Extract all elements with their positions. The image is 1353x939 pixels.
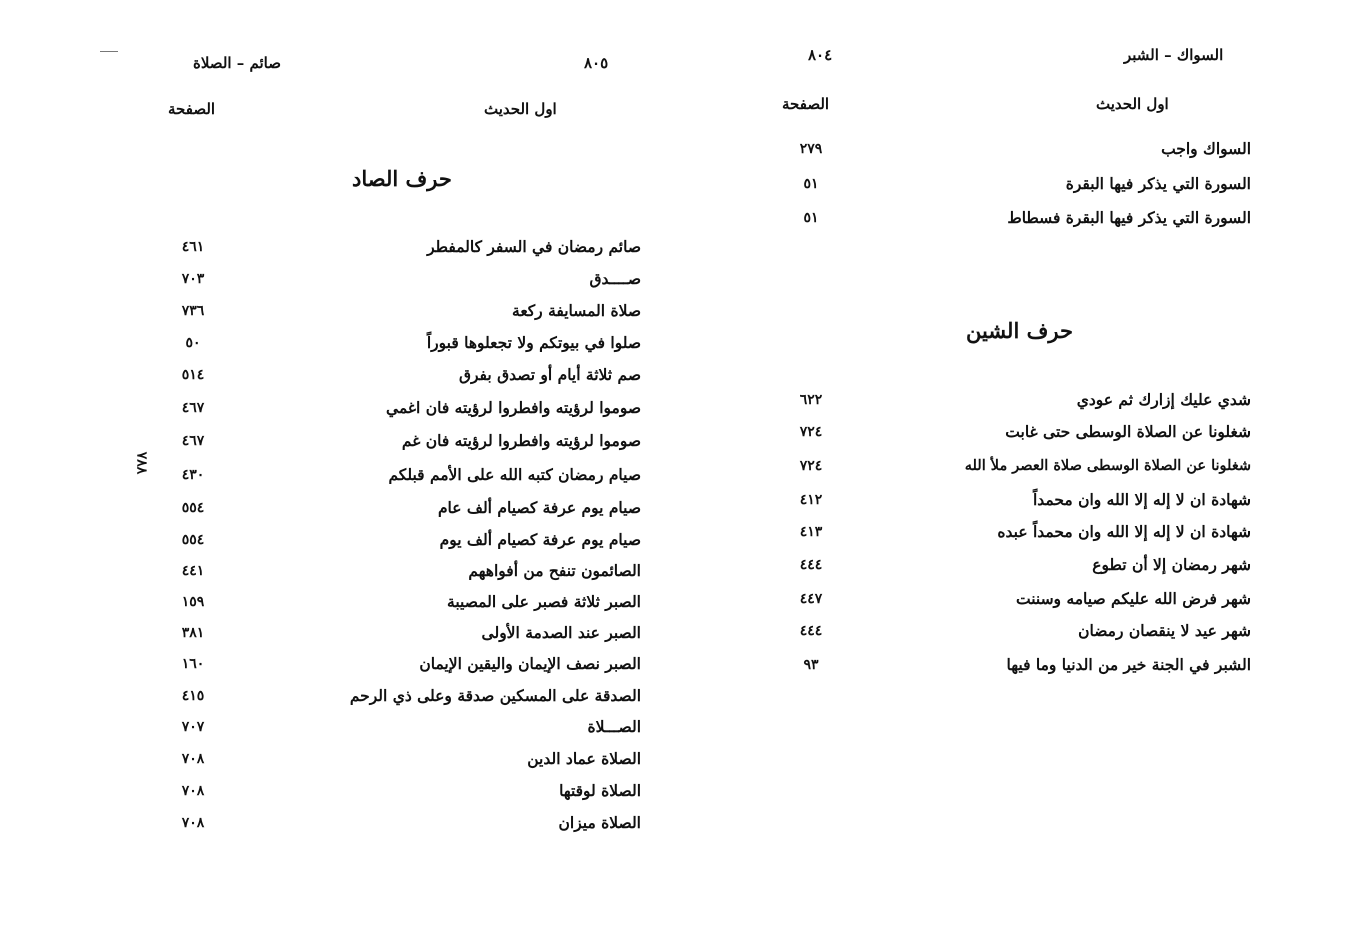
page-number: ٨٠٤: [808, 46, 833, 64]
entry-text: صائم رمضان في السفر كالمفطر: [427, 237, 641, 256]
page-number: ٨٠٥: [584, 54, 609, 72]
entry-text: الصدقة على المسكين صدقة وعلى ذي الرحم: [349, 686, 641, 705]
list-item: [160, 363, 641, 387]
running-title: صائم – الصلاة: [193, 54, 281, 72]
entry-text: السورة التي يذكر فيها البقرة فسطاط: [1007, 208, 1251, 227]
list-item: [786, 653, 1251, 677]
entry-text: شهر فرض الله عليكم صيامه وسننت: [1016, 589, 1251, 608]
entry-text: الصـــلاة: [587, 717, 641, 736]
list-item: [160, 779, 641, 803]
entry-page: ٧٣٦: [181, 303, 205, 319]
list-item: [160, 235, 641, 259]
list-item: [786, 454, 1251, 478]
entry-page: ٤٦١: [181, 239, 205, 255]
entry-page: ٤٤١: [181, 563, 205, 579]
list-item: [160, 811, 641, 835]
entry-text: الشبر في الجنة خير من الدنيا وما فيها: [1006, 655, 1251, 674]
entry-text: صــــدق: [589, 269, 641, 288]
entry-page: ٤١٥: [181, 688, 205, 704]
list-item: [786, 619, 1251, 643]
column-header-hadith: اول الحديث: [484, 100, 557, 118]
entry-page: ٤٦٧: [181, 400, 205, 416]
entry-page: ٧٢٤: [799, 458, 823, 474]
entry-page: ٤٦٧: [181, 433, 205, 449]
list-item: [160, 429, 641, 453]
entry-text: الصلاة عماد الدين: [527, 749, 641, 768]
entry-page: ٥١: [803, 210, 819, 226]
entry-text: شدي عليك إزارك ثم عودي: [1076, 390, 1251, 409]
entry-text: الصلاة ميزان: [558, 813, 641, 832]
entry-text: شهادة ان لا إله إلا الله وان محمداً عبده: [997, 522, 1251, 541]
list-item: [786, 520, 1251, 544]
entry-page: ٧٠٧: [181, 719, 205, 735]
list-item: [786, 172, 1251, 196]
entry-text: شهر عيد لا ينقصان رمضان: [1078, 621, 1251, 640]
entry-page: ٧٠٣: [181, 271, 205, 287]
entry-text: الصبر ثلاثة فصبر على المصيبة: [447, 592, 641, 611]
entry-page: ٤٤٤: [799, 557, 823, 573]
entry-text: صوموا لرؤيته وافطروا لرؤيته فان غم: [401, 431, 641, 450]
entry-text: صيام يوم عرفة كصيام ألف عام: [437, 498, 641, 517]
scan-mark: [100, 51, 118, 52]
entry-page: ٣٨١: [181, 625, 205, 641]
entry-text: الصبر نصف الإيمان واليقين الإيمان: [419, 654, 641, 673]
entry-page: ٧٢٤: [799, 424, 823, 440]
list-item: [160, 747, 641, 771]
column-header-page: الصفحة: [782, 95, 830, 113]
entry-page: ٤٤٤: [799, 623, 823, 639]
entry-page: ٦٢٢: [799, 392, 823, 408]
entry-page: ٤١٣: [799, 524, 823, 540]
entry-page: ٥١٤: [181, 367, 205, 383]
column-header-page: الصفحة: [168, 100, 216, 118]
entry-text: صم ثلاثة أيام أو تصدق بفرق: [458, 365, 641, 384]
list-item: [160, 267, 641, 291]
entry-text: الصبر عند الصدمة الأولى: [481, 623, 641, 642]
entry-text: شهر رمضان إلا أن تطوع: [1092, 555, 1251, 574]
list-item: [160, 463, 641, 487]
list-item: [786, 553, 1251, 577]
entry-text: الصائمون تنفح من أفواههم: [468, 561, 641, 580]
list-item: [786, 137, 1251, 161]
list-item: [160, 559, 641, 583]
entry-text: الصلاة لوقتها: [559, 781, 641, 800]
margin-number: ٧٨٨: [133, 451, 150, 475]
list-item: [786, 488, 1251, 512]
section-title: حرف الشين: [966, 318, 1073, 343]
entry-text: صيام يوم عرفة كصيام ألف يوم: [439, 530, 641, 549]
entry-page: ١٥٩: [181, 594, 205, 610]
entry-text: شهادة ان لا إله إلا الله وان محمداً: [1032, 490, 1251, 509]
entry-text: السواك واجب: [1161, 139, 1251, 158]
list-item: [160, 331, 641, 355]
entry-page: ٩٣: [803, 657, 819, 673]
list-item: [160, 496, 641, 520]
entry-text: صلاة المسايفة ركعة: [512, 301, 641, 320]
list-item: [786, 587, 1251, 611]
entry-page: ٧٠٨: [181, 783, 205, 799]
entry-page: ٧٠٨: [181, 751, 205, 767]
list-item: [786, 388, 1251, 412]
entry-text: صوموا لرؤيته وافطروا لرؤيته فان اغمي: [386, 398, 641, 417]
list-item: [160, 715, 641, 739]
right-page: [676, 0, 1353, 939]
list-item: [160, 528, 641, 552]
list-item: [786, 206, 1251, 230]
list-item: [160, 299, 641, 323]
entry-page: ١٦٠: [181, 656, 205, 672]
column-header-hadith: اول الحديث: [1096, 95, 1169, 113]
left-page: [0, 0, 676, 939]
entry-page: ٥١: [803, 176, 819, 192]
entry-page: ٥٥٤: [181, 500, 205, 516]
list-item: [786, 420, 1251, 444]
entry-text: شغلونا عن الصلاة الوسطى صلاة العصر ملأ الله: [964, 457, 1251, 474]
entry-text: صلوا في بيوتكم ولا تجعلوها قبوراً: [426, 333, 641, 352]
entry-text: صيام رمضان كتبه الله على الأمم قبلكم: [388, 465, 641, 484]
list-item: [160, 652, 641, 676]
entry-page: ٥٥٤: [181, 532, 205, 548]
entry-page: ٢٧٩: [799, 141, 823, 157]
list-item: [160, 621, 641, 645]
list-item: [160, 590, 641, 614]
running-title: السواك – الشبر: [1124, 46, 1224, 64]
entry-text: شغلونا عن الصلاة الوسطى حتى غابت: [1005, 422, 1251, 441]
entry-page: ٤١٢: [799, 492, 823, 508]
entry-text: السورة التي يذكر فيها البقرة: [1065, 174, 1251, 193]
entry-page: ٥٠: [185, 335, 201, 351]
entry-page: ٧٠٨: [181, 815, 205, 831]
entry-page: ٤٣٠: [181, 467, 205, 483]
entry-page: ٤٤٧: [799, 591, 823, 607]
list-item: [160, 396, 641, 420]
list-item: [160, 684, 641, 708]
section-title: حرف الصاد: [352, 166, 452, 191]
